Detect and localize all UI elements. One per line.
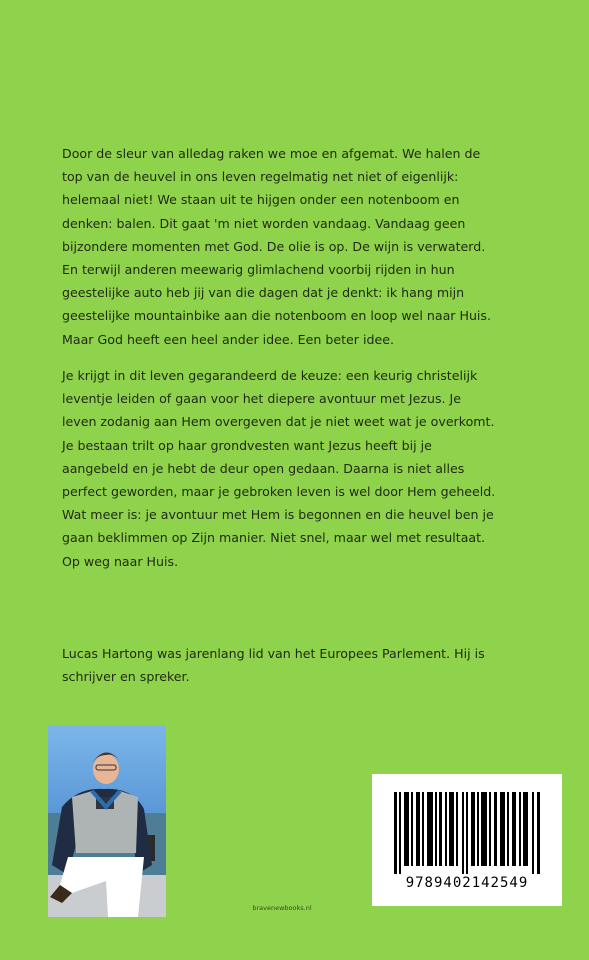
author-photo <box>48 725 166 917</box>
barcode-icon <box>394 792 540 874</box>
blurb-paragraph-2: Je krijgt in dit leven gegarandeerd de keuze: een keurig christelijk leventje leiden of gaan voor het diepere avontuur met Jezus. Je leven zodanig aan Hem overgeven dat je niet weet wat je overkomt. Je bestaan trilt op haar grondvesten want Jezus heeft bij je aangebeld en je hebt de deur open gedaan. Daarna is niet alles perfect geworden, maar je gebroken leven is wel door Hem geheeld. Wat meer is: je avontuur met Hem is begonnen en die heuvel ben je gaan beklimmen op Zijn manier. Niet snel, maar wel met resultaat. Op weg naar Huis. <box>62 368 496 569</box>
publisher-url: bravenewbooks.nl <box>252 904 312 912</box>
author-bio: Lucas Hartong was jarenlang lid van het Europees Parlement. Hij is schrijver en spreker. <box>62 646 485 685</box>
barcode <box>372 774 562 906</box>
blurb-paragraph-1: Door de sleur van alledag raken we moe en afgemat. We halen de top van de heuvel in ons leven regelmatig net niet of eigenlijk: helemaal niet! We staan uit te hijgen onder een notenboom en denken: balen. Dit gaat 'm niet worden vandaag. Vandaag geen bijzondere momenten met God. De olie is op. De wijn is verwaterd. En terwijl anderen meewarig glimlachend voorbij rijden in hun geestelijke auto heb jij van die dagen dat je denkt: ik hang mijn geestelijke mountainbike aan die notenboom en loop wel naar Huis. Maar God heeft een heel ander idee. Een beter idee. <box>62 146 491 347</box>
isbn-number: 9789402142549 <box>405 875 529 891</box>
author-photo-icon <box>48 725 166 917</box>
